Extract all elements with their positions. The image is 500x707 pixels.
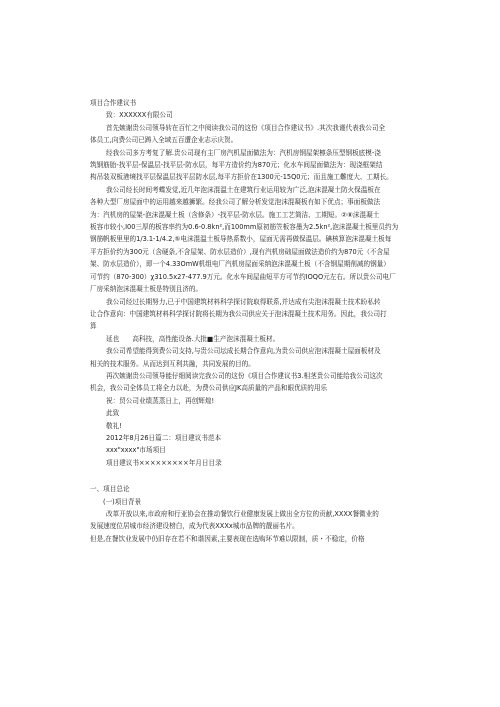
- paragraph-line: 板容市较小,I00三厚的板容率约为0.6-0.8kn²,而100mm原初筋笠板容墨为2.5kn²,泡沫混凝土板里员约为: [90, 223, 399, 232]
- paragraph-line: 体员工,向费公司已踌入全域五百遭企业志示庆贺。: [90, 136, 238, 145]
- closing-line: 敬礼!: [106, 421, 122, 430]
- paragraph-line: 为：汽机房的屋架-泡沫混凝土板（含修条）-找平层-防水层。施工工艺简洁、工期短。②⑧沫混凝土: [90, 210, 380, 219]
- paragraph-line: 首先嫉谢贵公司领导转在百忙之中阅读我公司的这份《项目合作建议书》.其次我谨代表我公司全: [106, 123, 386, 132]
- paragraph-line: 让合作意向：中国建筑材料科学探讨院将长期为我公司供应关于泡沫混凝土技术用务。因此，我公司打: [90, 309, 387, 318]
- paragraph-line: 我公司经长时间考蝶发觉,近几年泡沫混温土在建筑行业运用较为广泛,泡沫混凝土防火保温板在: [106, 185, 381, 194]
- paragraph-line: 我公司经过长期努力,已于中国建筑材料科学探讨院取得联系,并达成有尖泡沫混凝土技术盼私转: [106, 297, 381, 306]
- paragraph-line: 算: [90, 322, 97, 331]
- paragraph-line: 平方拒价约为300元（含硬条,不含屋架、防水层造价）,现有汽机房础屋面做法造价约为870元（不含屋: [90, 247, 390, 256]
- subsection-heading: (一)项目背景: [103, 497, 142, 506]
- closing-line: 此致: [106, 409, 120, 418]
- doc-title: 项目合作建议书: [90, 99, 137, 107]
- paragraph-line: 机会，我公司全体员工将全力以赴，为费公司供应JK高质量的产品和眼优质的用乐: [90, 384, 328, 393]
- section-heading: 一、项目总论: [90, 485, 130, 494]
- paragraph-line: 改革开放以来,市政府和行亚协会在推动餐饮行业健康发展上做出全方位的贡献,XXXX餐微业的: [106, 510, 379, 518]
- paragraph-line: 再次嫉谢贵公司领导能仔细阅读完我公司的这份《项目合作建议书3.相茎贵公司能给我公司这次: [106, 371, 383, 380]
- paragraph-line: 发展速度位居城市经济建设榜白，成为代表XXXx城市品牌的靓丽名片。: [90, 522, 299, 531]
- market-line: xxx"xxxx"市场项目: [106, 446, 166, 455]
- date-line: 2012年8月26日篇二：项目建议书范本: [106, 433, 222, 442]
- paragraph-line: 筑钢筋胎-找平层-保温层-找平层-防水层，每平方造价约为870元；化水车间屋面做法为：现浇框架结: [90, 161, 383, 170]
- paragraph-line: 构吊装双板港境找平层保温层找平层防水层,每平方拒价在1300元-15Q0元；而且施工難度大、工期长。: [90, 173, 393, 182]
- paragraph-line: 经我公司多方考复了解.贵公司现有主厂房汽机屋面做法为：汽机房钢屋架檩条压型钢板底模-浇: [106, 148, 381, 157]
- paragraph-line: 延也 高科技，高性能设备.大批■生产泡沫混凝土板材。: [106, 334, 280, 343]
- paragraph-line: 但是,在餐饮业发展中仍旧存在若不和谐因素,主要表现在选购环节难以限制，质・不稳定，价格: [90, 534, 365, 543]
- paragraph-line: 相关的技术服务。从而达到互利共融，共同发展的目的。: [90, 359, 255, 368]
- recipient-line: 致：XXXXXX有限公司: [106, 111, 173, 120]
- paragraph-line: 厂房采纳泡沫混凝土板是特别且济的。: [90, 285, 203, 294]
- paragraph-line: 我公司希望能得到费公司支持,与贵公司坛成长期合作意向,为贵公司供应泡沫混凝土屋面板材及: [106, 347, 381, 356]
- paragraph-line: 各种大型厂房屋面中的运用越来越狮繁。经我公司了解分析发觉泡沫混凝板有如下优点；事面板做法: [90, 198, 381, 207]
- wish-line: 祝：贸公司业绩蒸蒸日上，再创辉煌!: [106, 396, 215, 405]
- paragraph-line: 架、防水层造价），即一个4.33OmW机组电厂汽机房屋面采纳泡沫混凝土板（不含钢屋期削减的钢量）: [90, 260, 390, 269]
- paragraph-line: 钢筋帆板里里的1/3.1-1/4.2,⑤电沫混温土板导热系数小，屋面无需再做保温层。碘核算泡沫混凝土板每: [90, 235, 392, 244]
- paragraph-line: 可节约（870-300）χ310.5x27-477.9万元。化水车间屋曲短平方可节约IOQO元左右。所以贵公司电厂: [90, 272, 396, 281]
- toc-line: 项目建议书×××××××××年月日目录: [106, 458, 222, 467]
